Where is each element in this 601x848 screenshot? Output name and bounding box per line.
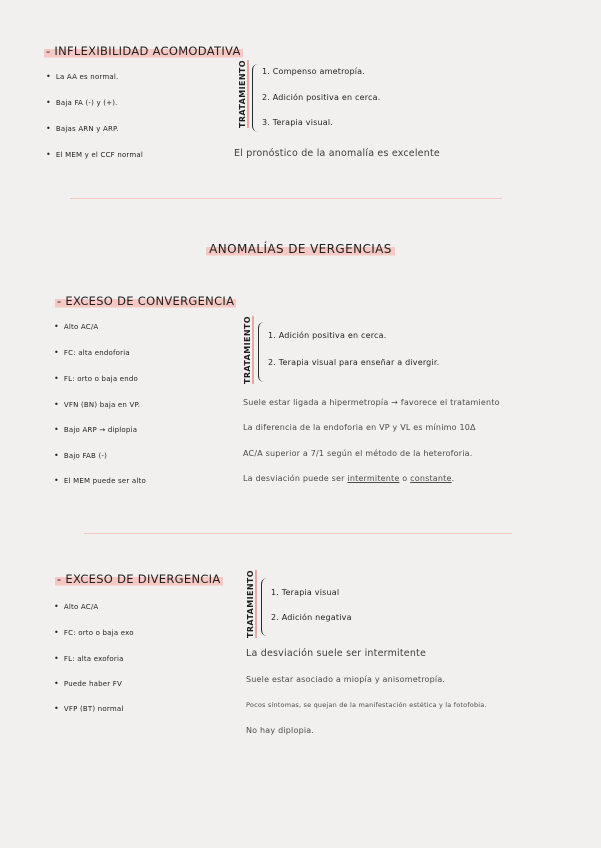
bullet-item: • Bajo ARP → diplopia xyxy=(54,425,137,434)
treatment-item: 2. Adición negativa xyxy=(271,613,352,622)
treatment-brace xyxy=(258,322,264,382)
note: La diferencia de la endoforia en VP y VL es mínimo 10Δ xyxy=(243,423,476,432)
bullet-item: • Alto AC/A xyxy=(54,322,98,331)
bullet-item: • FC: alta endoforia xyxy=(54,348,130,357)
treatment-label: TRATAMIENTO xyxy=(246,570,255,638)
note: La desviación suele ser intermitente xyxy=(246,648,427,659)
divider xyxy=(84,533,512,534)
treatment-brace xyxy=(261,578,267,636)
bullet-item: • FL: orto o baja endo xyxy=(54,374,138,383)
bullet-item: • Bajas ARN y ARP. xyxy=(46,124,119,133)
bullet-item: • Baja FA (-) y (+). xyxy=(46,98,118,107)
treatment-item: 2. Adición positiva en cerca. xyxy=(262,93,381,102)
prognosis-note: El pronóstico de la anomalía es excelente xyxy=(234,148,440,159)
treatment-item: 1. Compenso ametropía. xyxy=(262,67,366,76)
bullet-item: • El MEM puede ser alto xyxy=(54,476,146,485)
note: No hay diplopia. xyxy=(246,726,315,735)
note: Pocos síntomas, se quejan de la manifestación estética y la fotofobia. xyxy=(246,701,487,709)
treatment-item: 3. Terapia visual. xyxy=(262,118,334,127)
note: Suele estar asociado a miopía y anisometropía. xyxy=(246,675,446,684)
page-title: ANOMALÍAS DE VERGENCIAS xyxy=(0,242,601,256)
divider xyxy=(70,198,502,199)
bullet-item: • FL: alta exoforia xyxy=(54,654,124,663)
note: AC/A superior a 7/1 según el método de la heteroforia. xyxy=(243,449,473,458)
treatment-brace xyxy=(252,64,258,132)
note: Suele estar ligada a hipermetropía → favorece el tratamiento xyxy=(243,398,500,407)
bullet-item: • La AA es normal. xyxy=(46,72,118,81)
bullet-item: • Puede haber FV xyxy=(54,679,122,688)
section-title-exceso-divergencia: - EXCESO DE DIVERGENCIA xyxy=(57,572,221,586)
treatment-item: 1. Terapia visual xyxy=(271,588,340,597)
bullet-item: • Alto AC/A xyxy=(54,602,98,611)
section-title-exceso-convergencia: - EXCESO DE CONVERGENCIA xyxy=(57,294,235,308)
bullet-item: • VFP (BT) normal xyxy=(54,704,123,713)
treatment-item: 1. Adición positiva en cerca. xyxy=(268,331,387,340)
bullet-item: • Bajo FAB (-) xyxy=(54,451,107,460)
bullet-item: • El MEM y el CCF normal xyxy=(46,150,143,159)
section-title-inflexibilidad: - INFLEXIBILIDAD ACOMODATIVA xyxy=(46,44,241,58)
note-deviation: La desviación puede ser intermitente o constante. xyxy=(243,474,455,483)
treatment-label: TRATAMIENTO xyxy=(238,60,247,128)
treatment-item: 2. Terapia visual para enseñar a divergir. xyxy=(268,358,440,367)
treatment-label: TRATAMIENTO xyxy=(243,316,252,384)
bullet-item: • VFN (BN) baja en VP. xyxy=(54,400,140,409)
bullet-item: • FC: orto o baja exo xyxy=(54,628,134,637)
